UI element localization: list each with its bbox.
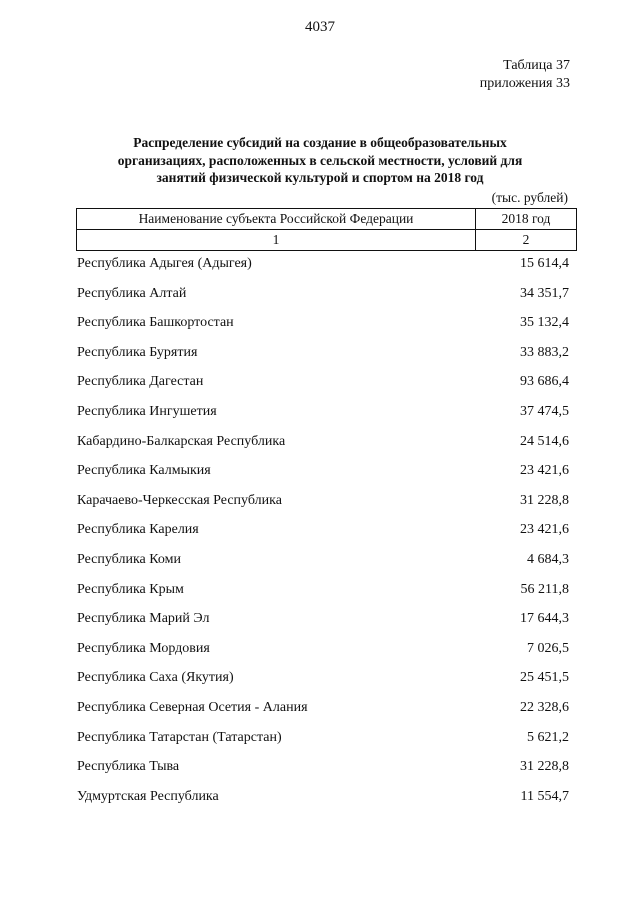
subsidy-value: 93 686,4	[520, 374, 569, 390]
subsidy-value: 37 474,5	[520, 403, 569, 419]
table-header	[76, 208, 577, 251]
table-row	[77, 730, 569, 760]
region-name: Республика Мордовия	[77, 640, 210, 656]
region-name: Республика Адыгея (Адыгея)	[77, 256, 252, 271]
table-row	[77, 493, 569, 523]
region-name: Республика Татарстан (Татарстан)	[77, 729, 282, 745]
subsidy-value: 31 228,8	[520, 759, 569, 775]
subsidy-value: 34 351,7	[520, 285, 569, 301]
table-row	[77, 286, 569, 316]
table-row	[77, 789, 569, 819]
header-column-number-1: 1	[77, 230, 476, 251]
table-row	[77, 670, 569, 700]
table-row	[77, 463, 569, 493]
units-label: (тыс. рублей)	[491, 190, 568, 205]
region-name: Удмуртская Республика	[77, 788, 219, 804]
appendix-number: приложения 33	[479, 76, 570, 91]
header-year: 2018 год	[476, 209, 577, 230]
region-name: Республика Коми	[77, 551, 181, 567]
header-column-number-2: 2	[476, 230, 577, 251]
table-row	[77, 641, 569, 671]
subsidy-value: 11 554,7	[520, 788, 569, 804]
subsidy-value: 7 026,5	[527, 640, 569, 656]
table-row	[77, 611, 569, 641]
region-name: Республика Калмыкия	[77, 463, 211, 479]
subsidy-value: 24 514,6	[520, 433, 569, 449]
table-row	[77, 434, 569, 464]
table-row	[77, 582, 569, 612]
subsidy-value: 23 421,6	[520, 463, 569, 479]
subsidy-value: 22 328,6	[520, 699, 569, 715]
region-name: Республика Ингушетия	[77, 403, 217, 419]
header-row	[77, 209, 577, 230]
region-name: Республика Карелия	[77, 522, 199, 538]
table-number: Таблица 37	[503, 58, 570, 73]
region-name: Республика Крым	[77, 581, 184, 597]
subsidy-value: 25 451,5	[520, 670, 569, 686]
table-row	[77, 345, 569, 375]
region-name: Республика Марий Эл	[77, 611, 210, 627]
region-name: Республика Башкортостан	[77, 315, 234, 331]
title-line-2: организациях, расположенных в сельской местности, условий для	[117, 152, 523, 168]
subsidy-value: 15 614,4	[520, 256, 569, 271]
table-row	[77, 256, 569, 286]
region-name: Республика Тыва	[77, 759, 180, 775]
table-row	[77, 374, 569, 404]
subsidy-value: 17 644,3	[520, 611, 569, 627]
region-name: Кабардино-Балкарская Республика	[77, 433, 286, 449]
subsidy-value: 23 421,6	[520, 522, 569, 538]
region-name: Республика Саха (Якутия)	[77, 670, 234, 686]
subsidy-value: 4 684,3	[527, 551, 569, 567]
table-row	[77, 552, 569, 582]
table-row	[77, 404, 569, 434]
table-row	[77, 700, 569, 730]
title-line-1: Распределение субсидий на создание в общеобразовательных	[133, 135, 507, 150]
table-body	[77, 256, 569, 818]
header-number-row	[77, 230, 577, 251]
table-row	[77, 759, 569, 789]
region-name: Республика Дагестан	[77, 374, 204, 390]
region-name: Республика Бурятия	[77, 344, 198, 360]
region-name: Карачаево-Черкесская Республика	[77, 492, 282, 508]
table-reference	[480, 57, 570, 93]
document-title	[100, 134, 540, 187]
subsidy-value: 5 621,2	[527, 729, 569, 745]
header-region-name: Наименование субъекта Российской Федерации	[77, 209, 476, 230]
subsidy-value: 35 132,4	[520, 315, 569, 331]
region-name: Республика Северная Осетия - Алания	[77, 699, 308, 715]
table-row	[77, 315, 569, 345]
title-line-3: занятий физической культурой и спортом на 2018 год	[156, 170, 484, 185]
subsidy-value: 33 883,2	[520, 344, 569, 360]
page-number: 4037	[305, 19, 335, 35]
region-name: Республика Алтай	[77, 285, 187, 301]
subsidy-value: 56 211,8	[520, 581, 569, 597]
table-row	[77, 522, 569, 552]
subsidy-value: 31 228,8	[520, 492, 569, 508]
